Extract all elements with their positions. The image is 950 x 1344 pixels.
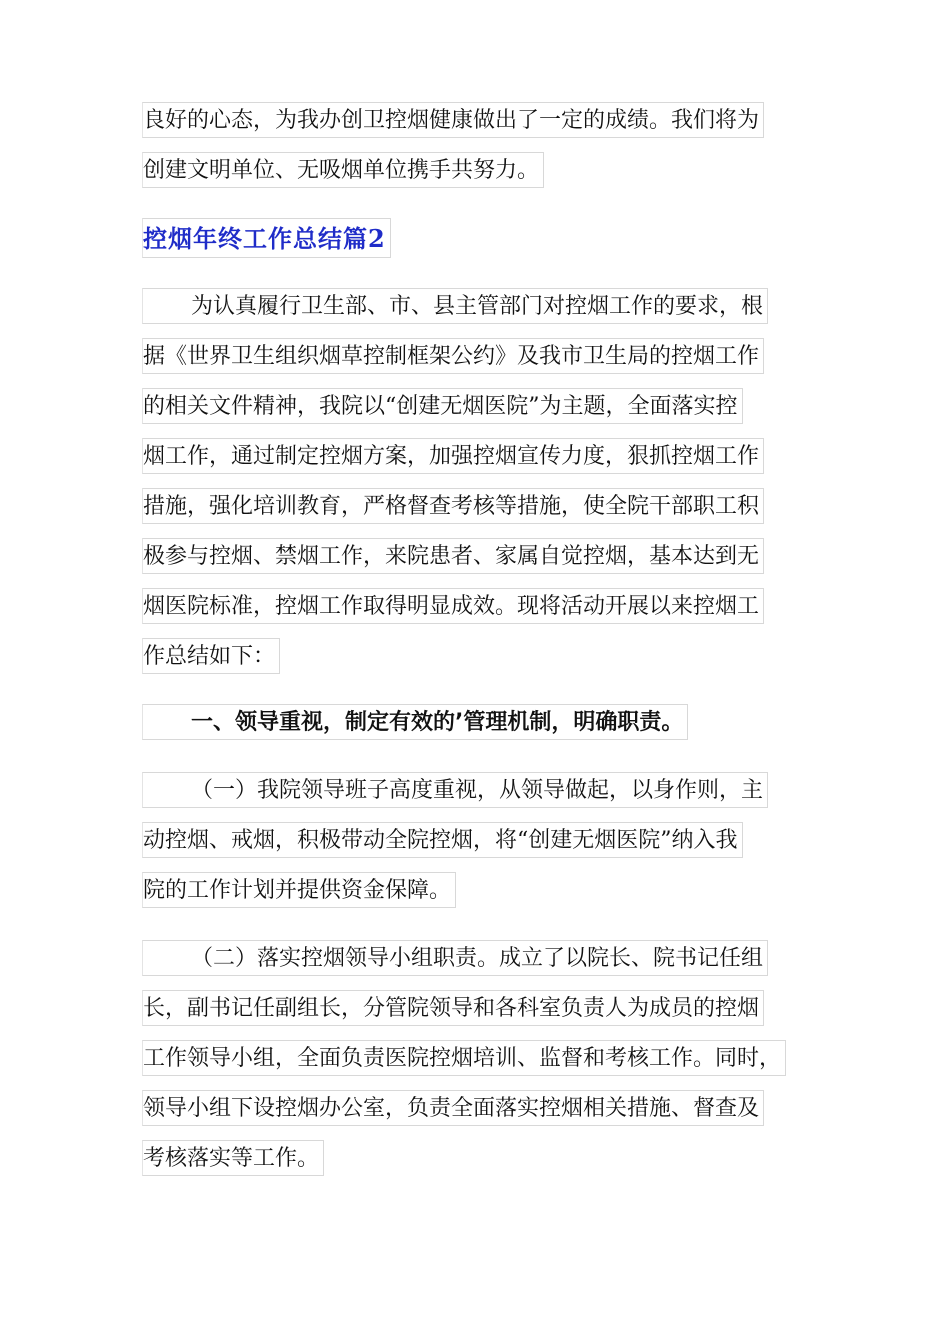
paragraph-line: 烟医院标准，控烟工作取得明显成效。现将活动开展以来控烟工 — [142, 588, 764, 624]
paragraph-line: 作总结如下： — [142, 638, 280, 674]
paragraph-line: 长，副书记任副组长，分管院领导和各科室负责人为成员的控烟 — [142, 990, 764, 1026]
paragraph-line: （一）我院领导班子高度重视，从领导做起，以身作则，主 — [142, 772, 768, 808]
paragraph-line: 烟工作，通过制定控烟方案，加强控烟宣传力度，狠抓控烟工作 — [142, 438, 764, 474]
paragraph-line: 工作领导小组，全面负责医院控烟培训、监督和考核工作。同时， — [142, 1040, 786, 1076]
paragraph-line: 考核落实等工作。 — [142, 1140, 324, 1176]
paragraph-line: （二）落实控烟领导小组职责。成立了以院长、院书记任组 — [142, 940, 768, 976]
paragraph-line: 的相关文件精神，我院以“创建无烟医院”为主题，全面落实控 — [142, 388, 743, 424]
section-title: 控烟年终工作总结篇2 — [142, 218, 391, 258]
paragraph-line: 院的工作计划并提供资金保障。 — [142, 872, 456, 908]
paragraph-line: 领导小组下设控烟办公室，负责全面落实控烟相关措施、督查及 — [142, 1090, 764, 1126]
intro-line: 良好的心态，为我办创卫控烟健康做出了一定的成绩。我们将为 — [142, 102, 764, 138]
paragraph-line: 为认真履行卫生部、市、县主管部门对控烟工作的要求，根 — [142, 288, 768, 324]
subheading: 一、领导重视，制定有效的’管理机制，明确职责。 — [142, 704, 688, 740]
paragraph-line: 措施，强化培训教育，严格督查考核等措施，使全院干部职工积 — [142, 488, 764, 524]
paragraph-line: 据《世界卫生组织烟草控制框架公约》及我市卫生局的控烟工作 — [142, 338, 764, 374]
intro-line: 创建文明单位、无吸烟单位携手共努力。 — [142, 152, 544, 188]
paragraph-line: 动控烟、戒烟，积极带动全院控烟，将“创建无烟医院”纳入我 — [142, 822, 743, 858]
paragraph-line: 极参与控烟、禁烟工作，来院患者、家属自觉控烟，基本达到无 — [142, 538, 764, 574]
